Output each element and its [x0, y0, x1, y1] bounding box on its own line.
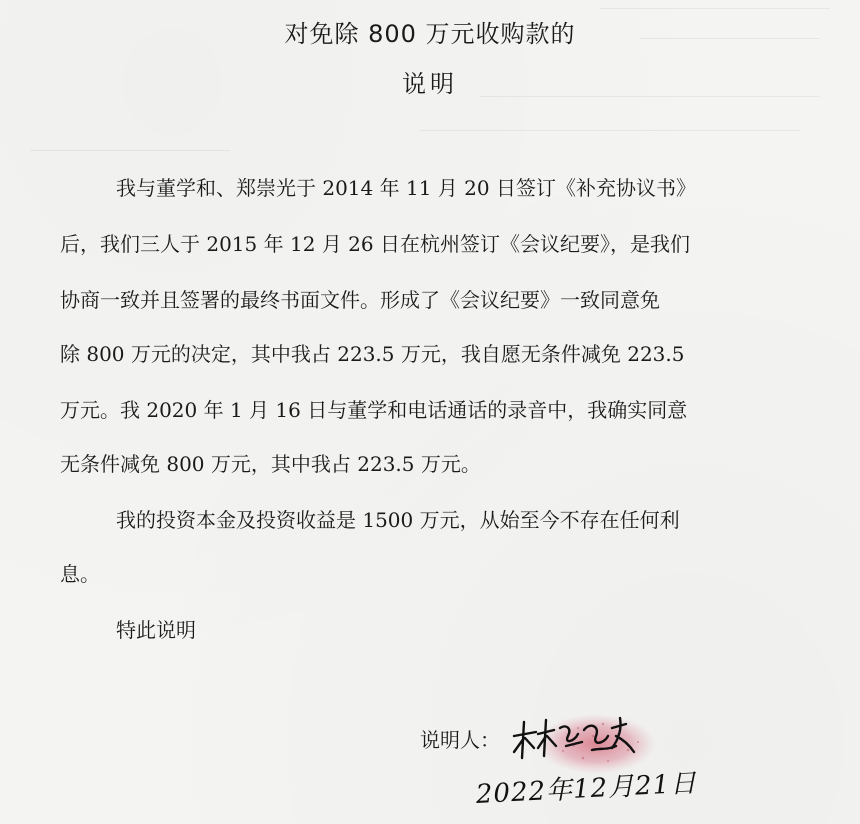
- body-line-4: 除 800 万元的决定，其中我占 223.5 万元，我自愿无条件减免 223.5: [60, 342, 685, 366]
- show-through-line: [30, 150, 230, 151]
- signature-date: 2022年12月21日: [475, 768, 698, 810]
- body-line-3: 协商一致并且签署的最终书面文件。形成了《会议纪要》一致同意免: [60, 288, 660, 312]
- body-line-1: 我与董学和、郑崇光于 2014 年 11 月 20 日签订《补充协议书》: [116, 176, 696, 200]
- closing-remark: 特此说明: [116, 618, 196, 642]
- body-line-7: 我的投资本金及投资收益是 1500 万元，从始至今不存在任何利: [116, 508, 680, 532]
- body-line-2: 后，我们三人于 2015 年 12 月 26 日在杭州签订《会议纪要》，是我们: [60, 232, 690, 256]
- document-title-line2: 说明: [402, 70, 458, 98]
- body-line-5: 万元。我 2020 年 1 月 16 日与董学和电话通话的录音中，我确实同意: [60, 398, 688, 422]
- handwritten-signature: [508, 706, 658, 776]
- body-line-8: 息。: [60, 562, 100, 586]
- show-through-line: [420, 130, 800, 131]
- document-title-line1: 对免除 800 万元收购款的: [284, 20, 576, 48]
- body-line-6: 无条件减免 800 万元，其中我占 223.5 万元。: [60, 452, 481, 476]
- show-through-line: [600, 8, 830, 9]
- signature-label: 说明人：: [420, 728, 500, 752]
